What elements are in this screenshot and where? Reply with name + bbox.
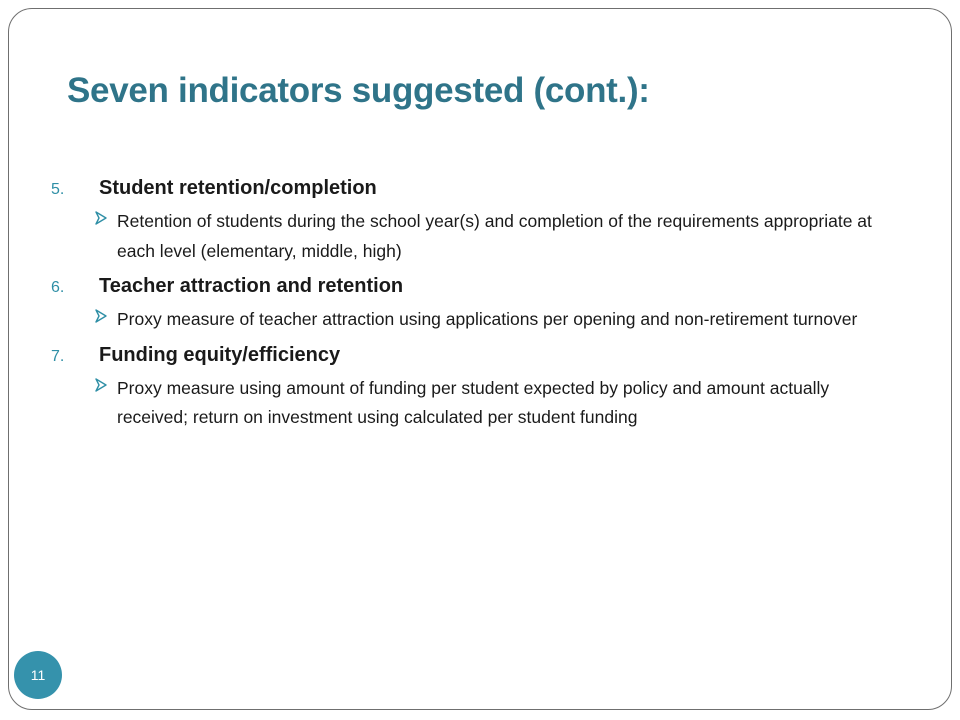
item-number: 6. — [51, 279, 65, 296]
item-heading: Student retention/completion — [99, 177, 377, 199]
slide-frame — [8, 8, 952, 710]
item-number: 5. — [51, 181, 65, 198]
item-detail: Proxy measure using amount of funding per student expected by policy and amount actually received; return on investment using calculated per student funding — [117, 377, 830, 427]
page-number-badge: 11 — [14, 651, 62, 699]
list-item — [51, 177, 881, 266]
arrow-bullet-icon — [95, 305, 117, 323]
slide-title: Seven indicators suggested (cont.): — [67, 71, 650, 110]
list-item — [51, 275, 881, 335]
item-detail: Retention of students during the school year(s) and completion of the requirements appropriate at each level (elementary, middle, high) — [117, 211, 872, 261]
item-heading: Funding equity/efficiency — [99, 343, 341, 366]
item-heading: Teacher attraction and retention — [99, 275, 404, 297]
arrow-bullet-icon — [95, 374, 117, 392]
item-detail: Proxy measure of teacher attraction using applications per opening and non-retirement turnover — [117, 309, 858, 329]
list-item — [51, 344, 881, 433]
item-number: 7. — [51, 347, 65, 365]
indicator-list — [51, 177, 881, 442]
arrow-bullet-icon — [95, 207, 117, 225]
